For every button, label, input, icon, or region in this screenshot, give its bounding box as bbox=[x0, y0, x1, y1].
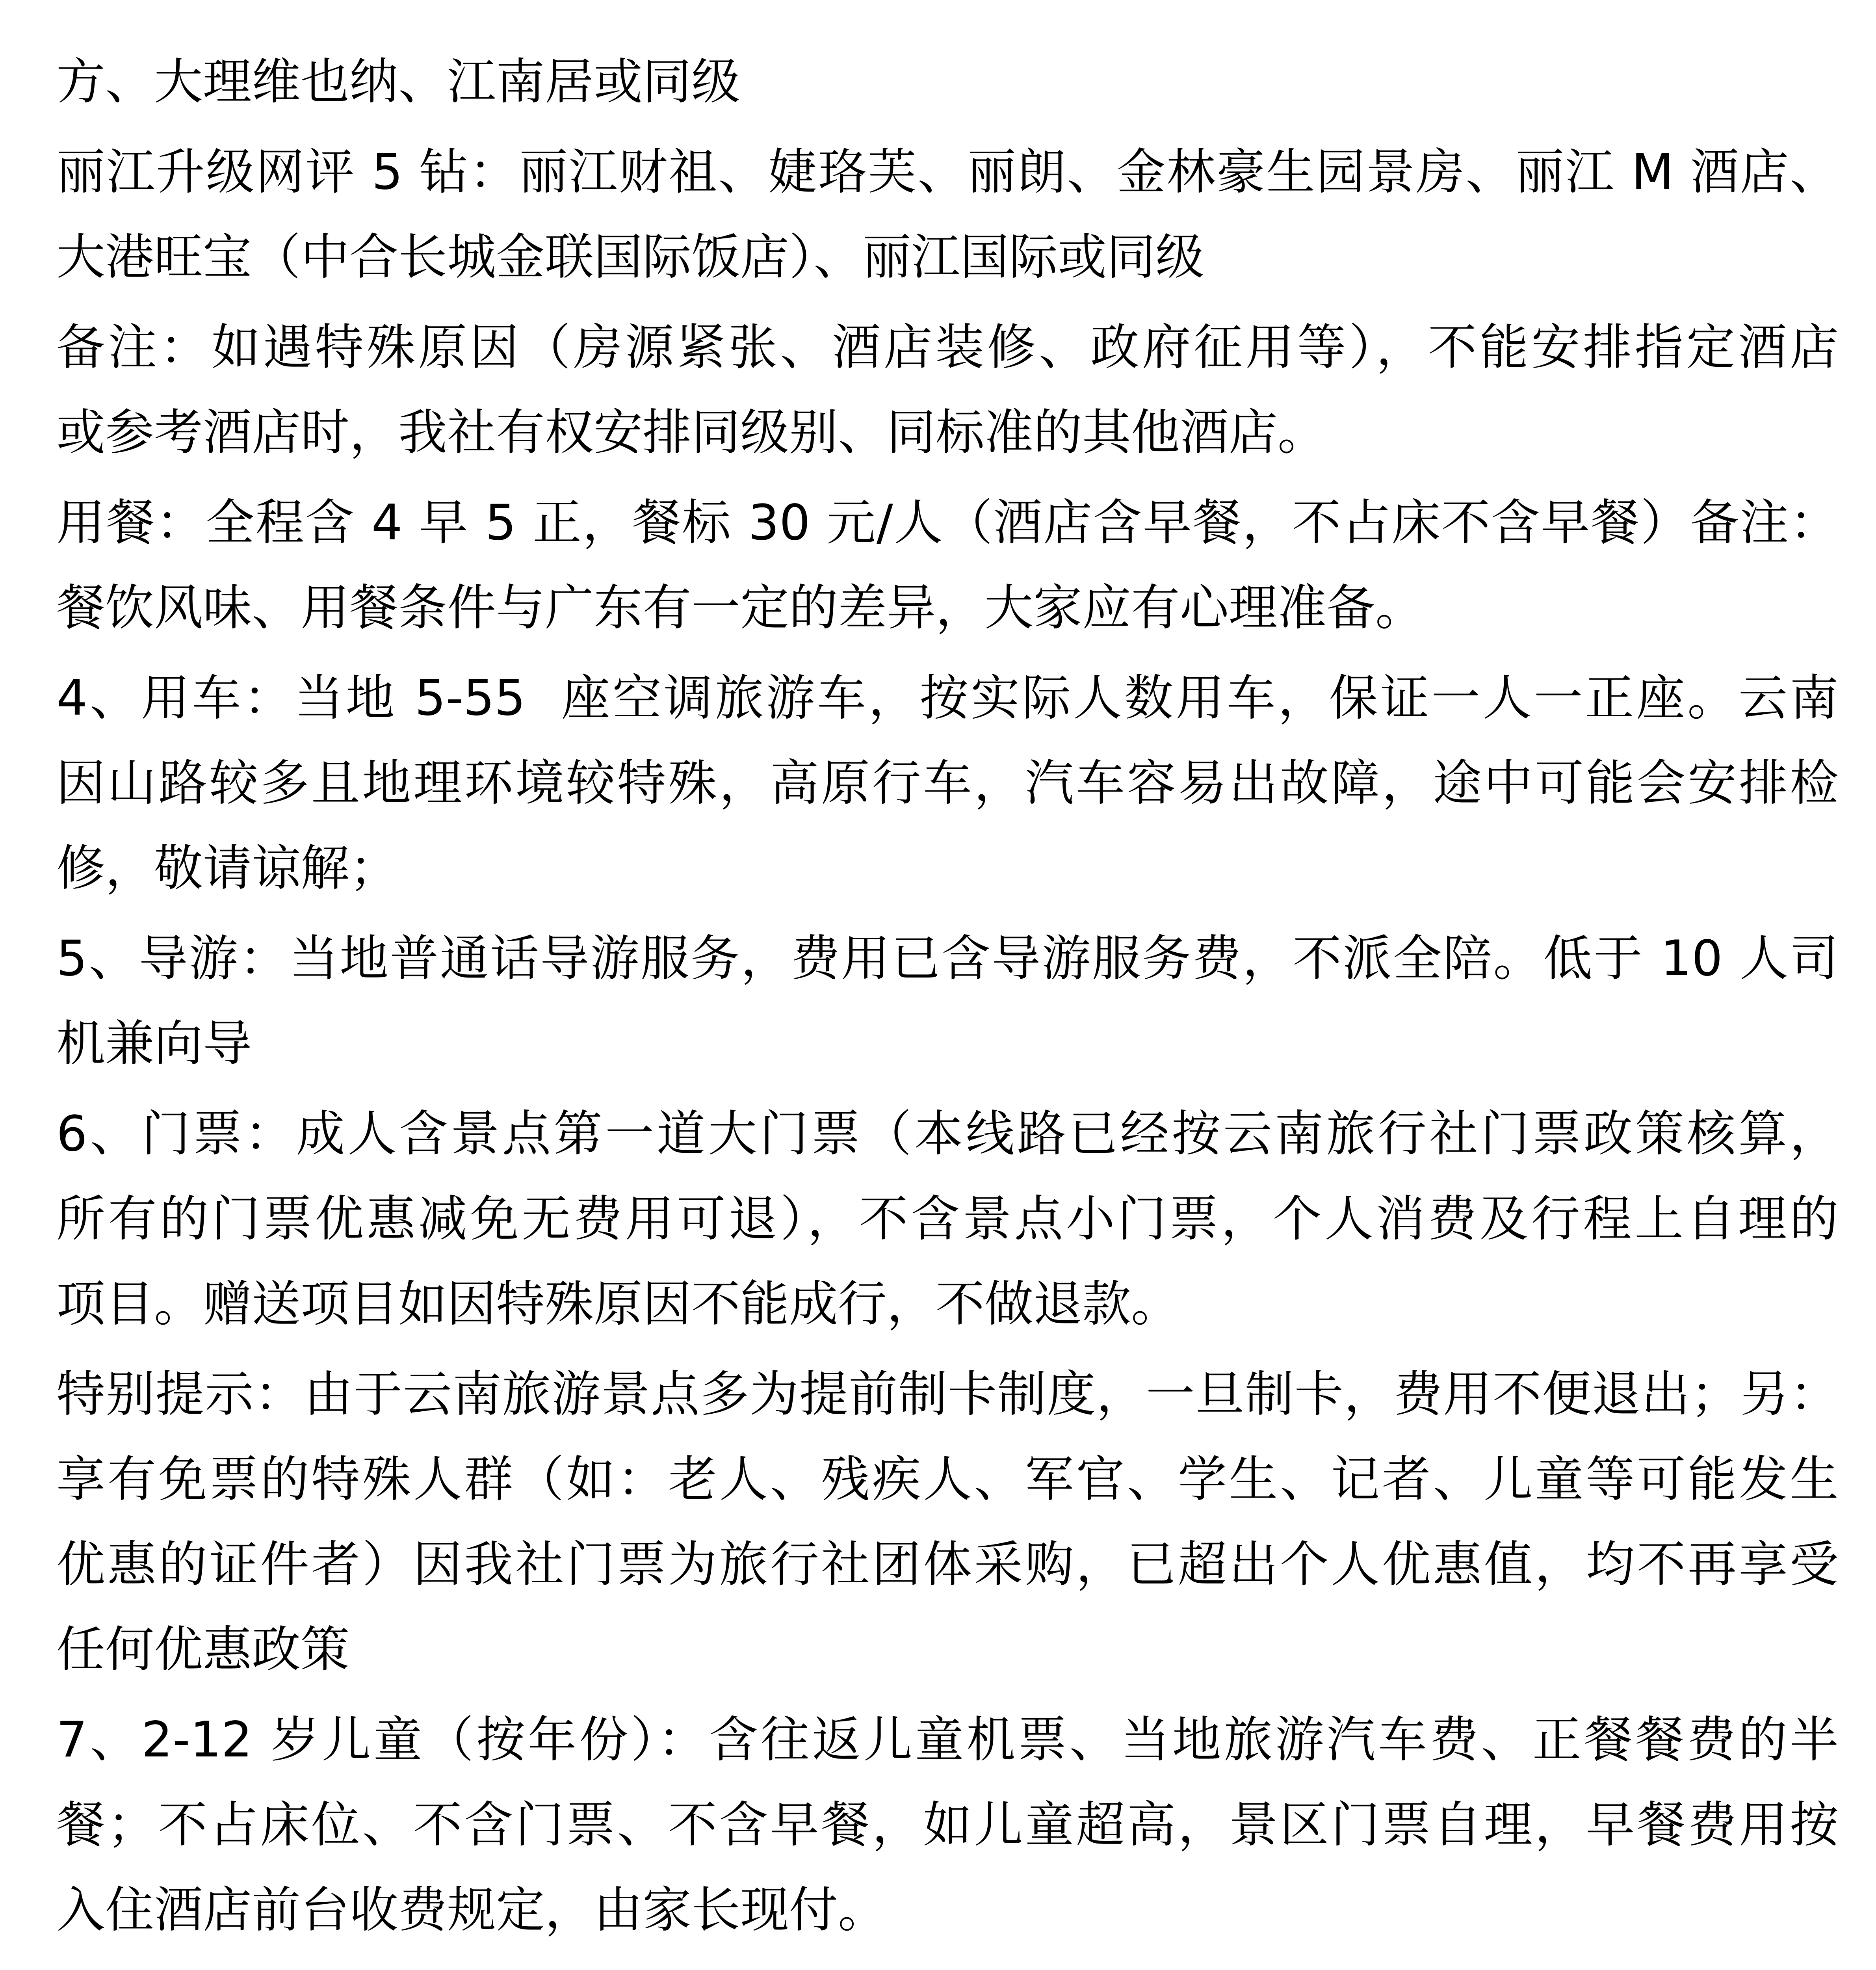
text-line: 享有免票的特殊人群（如：老人、残疾人、军官、学生、记者、儿童等可能发生 bbox=[56, 1451, 1839, 1508]
text-line: 4、用车：当地 5-55 座空调旅游车，按实际人数用车，保证一人一正座。云南 bbox=[56, 670, 1839, 727]
text-line: 特别提示：由于云南旅游景点多为提前制卡制度，一旦制卡，费用不便退出；另： bbox=[56, 1366, 1839, 1423]
text-line: 因山路较多且地理环境较特殊，高原行车，汽车容易出故障，途中可能会安排检 bbox=[56, 755, 1839, 812]
text-line: 项目。赠送项目如因特殊原因不能成行，不做退款。 bbox=[56, 1276, 1180, 1333]
text-line: 所有的门票优惠减免无费用可退），不含景点小门票，个人消费及行程上自理的 bbox=[56, 1191, 1839, 1247]
text-line: 优惠的证件者）因我社门票为旅行社团体采购，已超出个人优惠值，均不再享受 bbox=[56, 1536, 1839, 1593]
text-line: 餐；不占床位、不含门票、不含早餐，如儿童超高，景区门票自理，早餐费用按 bbox=[56, 1797, 1839, 1853]
text-line: 入住酒店前台收费规定，由家长现付。 bbox=[56, 1882, 887, 1938]
text-line: 5、导游：当地普通话导游服务，费用已含导游服务费，不派全陪。低于 10 人司 bbox=[56, 930, 1839, 987]
paragraph-hotel-continued bbox=[56, 39, 1839, 125]
text-line: 任何优惠政策 bbox=[56, 1621, 350, 1678]
text-line: 修，敬请谅解； bbox=[56, 840, 399, 897]
paragraph-tickets bbox=[56, 1091, 1839, 1347]
text-line: 备注：如遇特殊原因（房源紧张、酒店装修、政府征用等），不能安排指定酒店 bbox=[56, 319, 1839, 376]
text-line bbox=[56, 1958, 1839, 1970]
paragraph-no-shopping bbox=[56, 1958, 1839, 1970]
paragraph-hotel-note bbox=[56, 305, 1839, 475]
paragraph-children bbox=[56, 1697, 1839, 1953]
text-line: 餐饮风味、用餐条件与广东有一定的差异，大家应有心理准备。 bbox=[56, 580, 1425, 636]
text-line: 用餐：全程含 4 早 5 正，餐标 30 元/人（酒店含早餐，不占床不含早餐）备注： bbox=[56, 494, 1839, 551]
text-line: 或参考酒店时，我社有权安排同级别、同标准的其他酒店。 bbox=[56, 404, 1327, 461]
paragraph-special-notice bbox=[56, 1352, 1839, 1692]
text-line: 大港旺宝（中合长城金联国际饭店）、丽江国际或同级 bbox=[56, 229, 1205, 286]
text-line: 丽江升级网评 5 钻：丽江财祖、婕珞芙、丽朗、金林豪生园景房、丽江 M 酒店、 bbox=[56, 144, 1839, 201]
text-line: 7、2-12 岁儿童（按年份）：含往返儿童机票、当地旅游汽车费、正餐餐费的半 bbox=[56, 1712, 1839, 1768]
paragraph-guide bbox=[56, 916, 1839, 1086]
text-line: 6、门票：成人含景点第一道大门票（本线路已经按云南旅行社门票政策核算， bbox=[56, 1106, 1839, 1162]
paragraph-meals bbox=[56, 480, 1839, 650]
document-page bbox=[56, 39, 1839, 1970]
paragraph-lijiang-upgrade bbox=[56, 130, 1839, 300]
text-line: 方、大理维也纳、江南居或同级 bbox=[56, 54, 741, 110]
text-line: 机兼向导 bbox=[56, 1015, 252, 1072]
paragraph-transport bbox=[56, 656, 1839, 911]
